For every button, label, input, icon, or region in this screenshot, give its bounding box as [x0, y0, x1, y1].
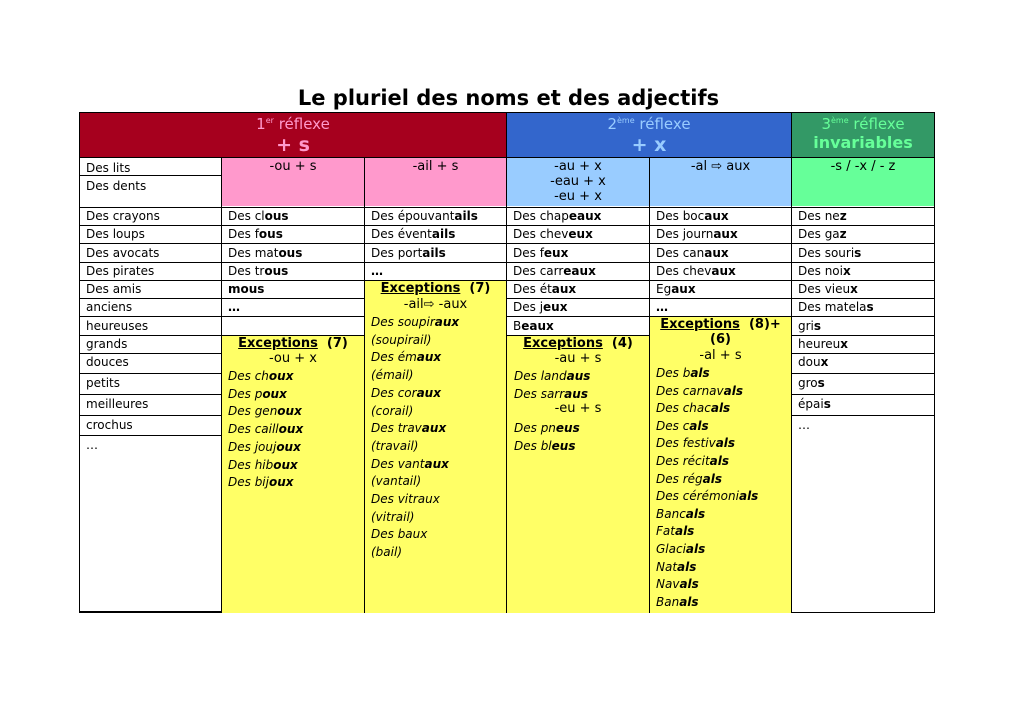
table-cell-example: crochus [86, 418, 133, 432]
exceptions-ail-title: Exceptions [380, 281, 461, 296]
table-cell-word: Des feux [513, 246, 569, 260]
row-divider [222, 243, 365, 244]
exception-word: Des cérémonials [656, 489, 759, 504]
row-divider [650, 298, 792, 299]
exception-word: Bancals [656, 506, 706, 521]
table-cell-word: Des carreaux [513, 264, 596, 278]
table-cell-invariable: Des noix [798, 264, 851, 278]
table-cell-word: … [228, 300, 240, 314]
row-divider [507, 262, 650, 263]
row-divider [792, 373, 934, 374]
table-cell-word: Des journaux [656, 227, 738, 241]
exception-word: (émail) [371, 368, 414, 383]
table-cell-example: Des pirates [86, 264, 155, 278]
table-cell-example: Des loups [86, 227, 145, 241]
exceptions-al-title: Exceptions [660, 317, 740, 332]
row-divider [80, 335, 222, 336]
exception-word: Glacials [656, 542, 706, 556]
table-cell-word: mous [228, 282, 265, 296]
exception-word: Natals [656, 559, 697, 574]
subheader-au: -au + x -eau + x -eu + x [550, 159, 606, 204]
table-cell-word: Des bocaux [656, 209, 729, 223]
rule-plus-s: + s [276, 134, 310, 156]
exception-word: Des bleus [514, 438, 576, 453]
table-cell-word: Des trous [228, 264, 289, 278]
exceptions-au-title: Exceptions [523, 336, 603, 351]
exception-word: Des sarraus [514, 386, 588, 401]
rule-invariables: invariables [813, 133, 913, 152]
exception-word: (soupirail) [371, 332, 432, 347]
exception-word: Des poux [228, 386, 287, 401]
row-divider [507, 298, 650, 299]
table-cell-example: petits [86, 376, 120, 390]
table-cell-invariable: épais [798, 397, 831, 411]
row-divider [80, 175, 222, 176]
exception-word: Des hiboux [228, 457, 298, 472]
exception-word: Navals [656, 577, 699, 592]
table-cell-word: Beaux [513, 319, 554, 333]
exception-word: Des festivals [656, 436, 736, 451]
row-divider [80, 207, 222, 208]
table-cell-word: Des cheveux [513, 227, 593, 241]
header-reflexe-1: 1er réflexe + s [80, 113, 507, 158]
table-cell-invariable: doux [798, 355, 829, 369]
table-cell-invariable: gris [798, 319, 822, 333]
exception-word: Banals [656, 594, 699, 609]
subheader-ail: -ail + s [412, 159, 459, 174]
table-cell-invariable: Des nez [798, 209, 847, 223]
subheader-invariable: -s / -x / - z [830, 159, 896, 174]
row-divider [792, 394, 934, 395]
table-cell-example: anciens [86, 300, 133, 314]
header-reflexe-3: 3ème réflexe invariables [792, 113, 934, 158]
row-divider [792, 225, 934, 226]
table-cell-invariable: gros [798, 376, 825, 390]
row-divider [650, 262, 792, 263]
table-cell-word: Des éventails [371, 227, 456, 241]
row-divider [792, 415, 934, 416]
exceptions-ou-rule: -ou + x [269, 351, 317, 366]
row-divider [222, 280, 365, 281]
row-divider [80, 298, 222, 299]
table-cell-example: Des dents [86, 179, 147, 193]
row-divider [80, 415, 222, 416]
table-cell-invariable: Des matelas [798, 300, 874, 314]
table-cell-example: heureuses [86, 319, 149, 333]
row-divider [792, 353, 934, 354]
table-cell-word: Des matous [228, 246, 303, 260]
exception-word: Fatals [656, 524, 695, 539]
table-cell-example: Des crayons [86, 209, 160, 223]
row-divider [507, 280, 650, 281]
table-cell-word: … [656, 300, 668, 314]
row-divider [650, 243, 792, 244]
table-cell-example: Des lits [86, 161, 131, 175]
exception-word: Des landaus [514, 369, 591, 383]
plural-table: 1er réflexe + s 2ème réflexe + x 3ème réflexe invariables -ou + s -ail + s -au + x -eau + x -eu + x -al ⇨ aux -s / -x / - z Des lits Des dents Des crayons Des loups Des avocats Des pirates Des amis anciens heureuses grands douces petits meilleures crochus … Des clous Des fous Des matous Des trous mous … Des choux Des poux Des genoux Des cailloux Des joujoux Des hiboux Des bijoux Des épouvantails Des éventails Des portails … Des soupiraux (soupirail) Des émaux (émail) Des coraux (corail) Des travaux (travail) Des vantaux (vantail) Des vitraux (vitrail) Des baux (bail) Des chapeaux Des cheveux Des feux Des carreaux Des étaux Des jeux Beaux Des landaus Des sarraus Des pneus Des bleus Des bocaux Des journaux Des canaux Des chevaux Egaux … Des bals Des carnavals Des chacals Des cals Des festivals Des récitals Des régals Des cérémonials Bancals Fatals Glacials Natals Navals Banals Des nez Des gaz Des souris Des noix Des vieux Des matelas gris heureux doux gros épais … Exceptions (7) -ou + x Exceptions (7) -ail⇨ -aux Exceptions (4) -au + s Exceptions (8)+ (6) -al + s -eu + s [79, 112, 935, 613]
exception-word: Des baux [371, 527, 428, 542]
row-divider [80, 243, 222, 244]
exception-word: Des bijoux [228, 475, 294, 490]
table-cell-example: Des amis [86, 282, 142, 296]
row-divider [80, 435, 222, 436]
table-cell-example: douces [86, 355, 129, 369]
exception-word: (corail) [371, 403, 414, 418]
table-cell-word: Des portails [371, 246, 446, 260]
row-divider [80, 316, 222, 317]
row-divider [792, 280, 934, 281]
table-cell-invariable: heureux [798, 337, 849, 351]
exception-word: Des vantaux [371, 456, 449, 471]
table-cell-word: Des chapeaux [513, 209, 602, 223]
subheader-ou: -ou + s [269, 159, 317, 174]
row-divider [80, 394, 222, 395]
exceptions-au-rule: -au + s [554, 351, 602, 366]
exceptions-eu-rule: -eu + s [554, 401, 602, 416]
row-divider [792, 316, 934, 317]
row-divider [80, 353, 222, 354]
table-cell-example: grands [86, 337, 128, 351]
row-divider [792, 335, 934, 336]
exception-word: (bail) [371, 545, 403, 560]
row-divider [365, 243, 507, 244]
exception-word: Des récitals [656, 454, 730, 468]
exception-word: Des choux [228, 369, 294, 383]
exception-word: (travail) [371, 438, 419, 453]
row-divider [792, 262, 934, 263]
row-divider [80, 225, 222, 226]
row-divider [507, 243, 650, 244]
exception-word: Des genoux [228, 404, 302, 419]
exception-word: Des carnavals [656, 383, 743, 398]
header-reflexe-2: 2ème réflexe + x [507, 113, 792, 158]
table-cell-invariable: Des souris [798, 246, 862, 260]
table-cell-word: Des chevaux [656, 264, 736, 278]
table-cell-word: Egaux [656, 282, 696, 296]
row-divider [507, 225, 650, 226]
table-cell-invariable: … [798, 418, 810, 432]
row-divider [222, 262, 365, 263]
exceptions-ail-rule: -ail⇨ -aux [403, 297, 468, 312]
page-title: Le pluriel des noms et des adjectifs [297, 86, 720, 110]
exception-word: Des travaux [371, 421, 447, 436]
row-divider [80, 280, 222, 281]
exception-word: (vantail) [371, 474, 422, 489]
table-cell-example: … [86, 438, 98, 452]
table-cell-invariable: Des gaz [798, 227, 847, 241]
row-divider [650, 280, 792, 281]
exception-word: (vitrail) [371, 509, 415, 524]
table-cell-word: … [371, 264, 383, 278]
row-divider [792, 243, 934, 244]
row-divider [650, 225, 792, 226]
subheader-al: -al ⇨ aux [690, 159, 751, 174]
exception-word: Des coraux [371, 385, 441, 400]
row-divider [80, 262, 222, 263]
table-cell-word: Des clous [228, 209, 289, 223]
exception-word: Des cailloux [228, 422, 304, 437]
row-divider [792, 298, 934, 299]
table-cell-example: meilleures [86, 397, 149, 411]
rule-plus-x: + x [631, 134, 667, 156]
table-cell-invariable: Des vieux [798, 282, 858, 296]
exception-word: Des pneus [514, 421, 580, 435]
exceptions-ou-title: Exceptions [238, 336, 318, 351]
exception-word: Des bals [656, 366, 710, 380]
row-divider [222, 298, 365, 299]
row-divider [365, 262, 507, 263]
exception-word: Des régals [656, 471, 722, 486]
table-cell-word: Des étaux [513, 282, 577, 296]
row-divider [222, 316, 365, 317]
exception-word: Des émaux [371, 350, 442, 365]
row-divider [222, 225, 365, 226]
table-cell-word: Des fous [228, 227, 283, 241]
exception-word: Des chacals [656, 401, 731, 416]
table-cell-word: Des épouvantails [371, 209, 478, 223]
exception-word: Des vitraux [371, 492, 440, 506]
table-cell-word: Des jeux [513, 300, 568, 314]
exceptions-al-rule: -al + s [699, 348, 742, 363]
exception-word: Des joujoux [228, 439, 301, 454]
exception-word: Des cals [656, 418, 709, 433]
table-cell-example: Des avocats [86, 246, 160, 260]
row-divider [507, 316, 650, 317]
table-cell-word: Des canaux [656, 246, 729, 260]
row-divider [365, 225, 507, 226]
row-divider [80, 373, 222, 374]
exception-word: Des soupiraux [371, 315, 460, 329]
